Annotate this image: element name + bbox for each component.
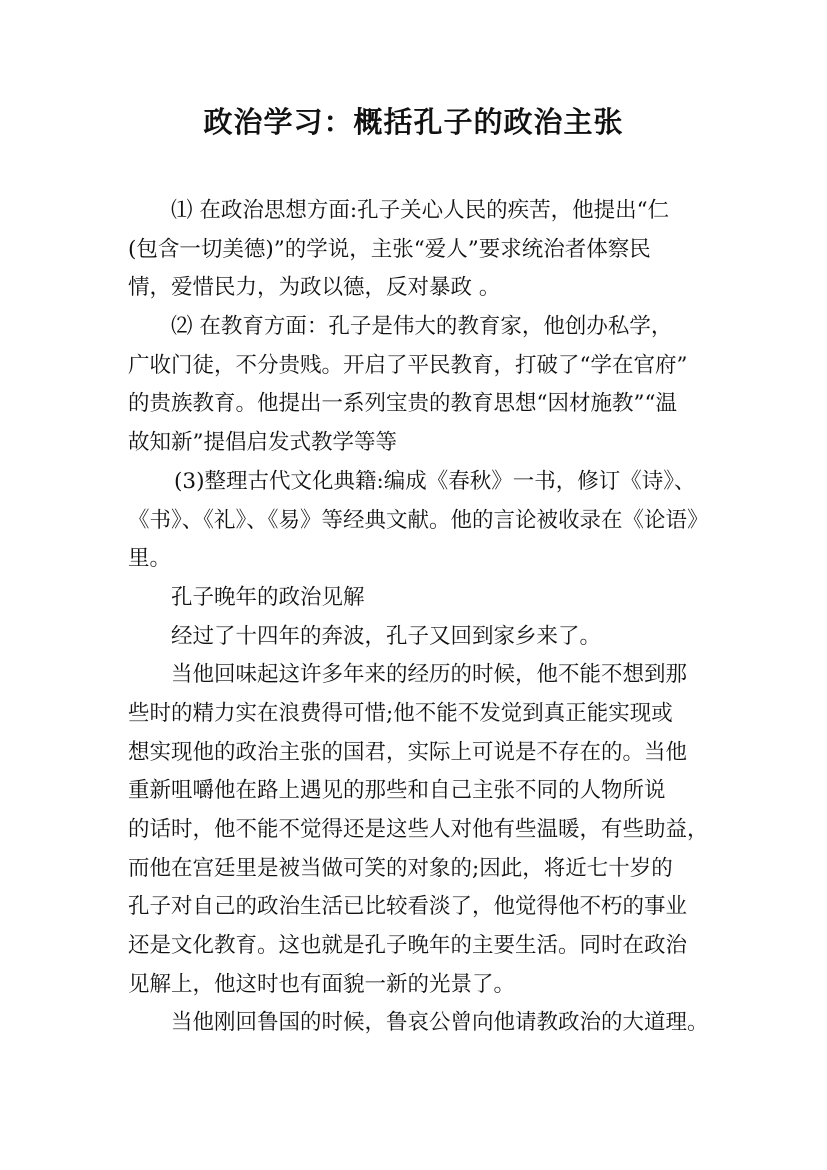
paragraph-line: 些时的精力实在浪费得可惜;他不能不发觉到真正能实现或 — [128, 700, 673, 726]
paragraph-line: 的话时，他不能不觉得还是这些人对他有些温暖，有些助益， — [128, 817, 709, 842]
paragraph-line: 想实现他的政治主张的国君，实际上可说是不存在的。当他 — [128, 739, 688, 765]
paragraph-line: ⑵ 在教育方面：孔子是伟大的教育家，他创办私学， — [171, 314, 673, 340]
paragraph-line: 的贵族教育。他提出一系列宝贵的教育思想“因材施教”“温 — [128, 391, 677, 417]
paragraph-line: ⑴ 在政治思想方面:孔子关心人民的疾苦，他提出“仁 — [171, 198, 670, 223]
section-heading: 孔子晚年的政治见解 — [171, 584, 365, 610]
document-body — [128, 192, 726, 1043]
paragraph-line: 广收门徒，不分贵贱。开启了平民教育，打破了“学在官府” — [128, 352, 688, 378]
paragraph-line: 见解上，他这时也有面貌一新的光景了。 — [128, 971, 516, 997]
paragraph-line: (3)整理古代文化典籍:编成《春秋》一书，修订《诗》、 — [174, 468, 696, 494]
paragraph-line: 《书》、《礼》、《易》等经典文献。他的言论被收录在《论语》 — [128, 507, 709, 533]
paragraph-line: 经过了十四年的奔波，孔子又回到家乡来了。 — [171, 623, 602, 649]
paragraph-line: 而他在宫廷里是被当做可笑的对象的;因此，将近七十岁的 — [128, 855, 673, 881]
paragraph-line: 孔子对自己的政治生活已比较看淡了，他觉得他不朽的事业 — [128, 894, 688, 920]
paragraph-line: 重新咀嚼他在路上遇见的那些和自己主张不同的人物所说 — [128, 778, 666, 804]
paragraph-line: 里。 — [128, 546, 172, 572]
paragraph-line: 当他回味起这许多年来的经历的时候，他不能不想到那 — [171, 662, 688, 688]
page-title: 政治学习：概括孔子的政治主张 — [203, 105, 624, 139]
paragraph-line: 还是文化教育。这也就是孔子晚年的主要生活。同时在政治 — [128, 933, 688, 959]
paragraph-line: 故知新”提倡启发式教学等等 — [128, 430, 397, 456]
paragraph-line: (包含一切美德)”的学说，主张“爱人”要求统治者体察民 — [128, 236, 651, 262]
paragraph-line: 当他刚回鲁国的时候，鲁哀公曾向他请教政治的大道理。 — [171, 1010, 709, 1036]
paragraph-line: 情，爱惜民力，为政以德，反对暴政 。 — [128, 275, 501, 301]
